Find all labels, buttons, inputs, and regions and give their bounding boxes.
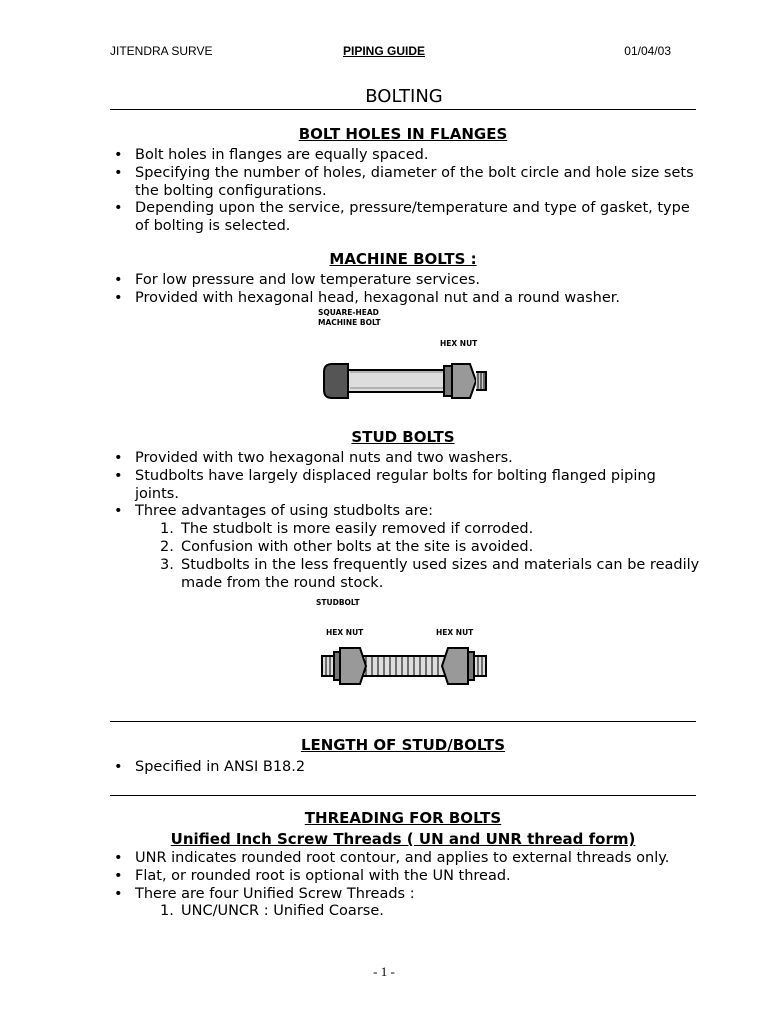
threading-list [110, 850, 700, 921]
threading-subheading: Unified Inch Screw Threads ( UN and UNR thread form) [170, 830, 636, 848]
advantage-text: Confusion with other bolts at the site is avoided. [181, 538, 534, 555]
item-number: 2. [160, 538, 174, 555]
list-item: • Specifying the number of holes, diameter of the bolt circle and hole size sets the bolting configurations. [110, 165, 700, 201]
item-number: 3. [160, 556, 174, 573]
figure-label-head-1: SQUARE-HEAD [318, 308, 379, 317]
list-item: • Flat, or rounded root is optional with the UN thread. [110, 868, 700, 886]
list-item: • Depending upon the service, pressure/temperature and type of gasket, type of bolting is selected. [110, 200, 700, 236]
thread-type-item [135, 903, 700, 921]
section-rule [110, 721, 696, 722]
list-item: • Bolt holes in flanges are equally spaced. [110, 147, 700, 165]
machine-bolt-figure [310, 306, 500, 410]
figure-label-studbolt: STUDBOLT [316, 598, 360, 607]
list-item: • Studbolts have largely displaced regular bolts for bolting flanged piping joints. [110, 468, 700, 504]
item-number: 1. [160, 521, 174, 538]
machine-bolt-icon [324, 364, 486, 398]
header-author: JITENDRA SURVE [110, 44, 213, 58]
studbolt-figure [310, 596, 500, 696]
list-item-text: There are four Unified Screw Threads : [135, 885, 415, 902]
machine-bolts-heading: MACHINE BOLTS : [329, 250, 477, 268]
stud-bolts-list [110, 450, 700, 592]
header-guide-title: PIPING GUIDE [342, 44, 425, 58]
advantage-text: Studbolts in the less frequently used sizes and materials can be readily made from the round stock. [181, 556, 700, 591]
advantage-text: The studbolt is more easily removed if corroded. [181, 521, 534, 538]
list-item: • Provided with hexagonal head, hexagonal nut and a round washer. [110, 290, 700, 308]
length-heading: LENGTH OF STUD/BOLTS [300, 736, 506, 754]
threading-heading: THREADING FOR BOLTS [304, 809, 502, 827]
studbolt-icon [322, 648, 486, 684]
list-item [110, 503, 700, 592]
thread-types-list [135, 903, 700, 921]
advantage-item [135, 557, 700, 593]
advantage-item [135, 521, 700, 539]
figure-label-head-2: MACHINE BOLT [318, 318, 381, 327]
list-item: • UNR indicates rounded root contour, and applies to external threads only. [110, 850, 700, 868]
list-item-text: Three advantages of using studbolts are: [135, 503, 434, 520]
bolt-holes-heading: BOLT HOLES IN FLANGES [298, 125, 508, 143]
length-list [110, 759, 700, 777]
advantages-list [135, 521, 700, 592]
figure-label-nut: HEX NUT [440, 339, 478, 348]
thread-type-text: UNC/UNCR : Unified Coarse. [181, 903, 384, 920]
title-rule [110, 109, 696, 110]
page-number: - 1 - [373, 964, 395, 979]
figure-label-nut-right: HEX NUT [436, 628, 474, 637]
list-item: • Provided with two hexagonal nuts and two washers. [110, 450, 700, 468]
list-item [110, 886, 700, 922]
figure-label-nut-left: HEX NUT [326, 628, 364, 637]
list-item: • For low pressure and low temperature services. [110, 272, 700, 290]
header-date: 01/04/03 [624, 44, 671, 58]
bolt-holes-list [110, 147, 700, 236]
section-rule [110, 795, 696, 796]
machine-bolts-list [110, 272, 700, 308]
item-number: 1. [160, 903, 174, 920]
advantage-item [135, 539, 700, 557]
page-title: BOLTING [365, 86, 443, 107]
list-item: • Specified in ANSI B18.2 [110, 759, 700, 777]
stud-bolts-heading: STUD BOLTS [351, 428, 455, 446]
